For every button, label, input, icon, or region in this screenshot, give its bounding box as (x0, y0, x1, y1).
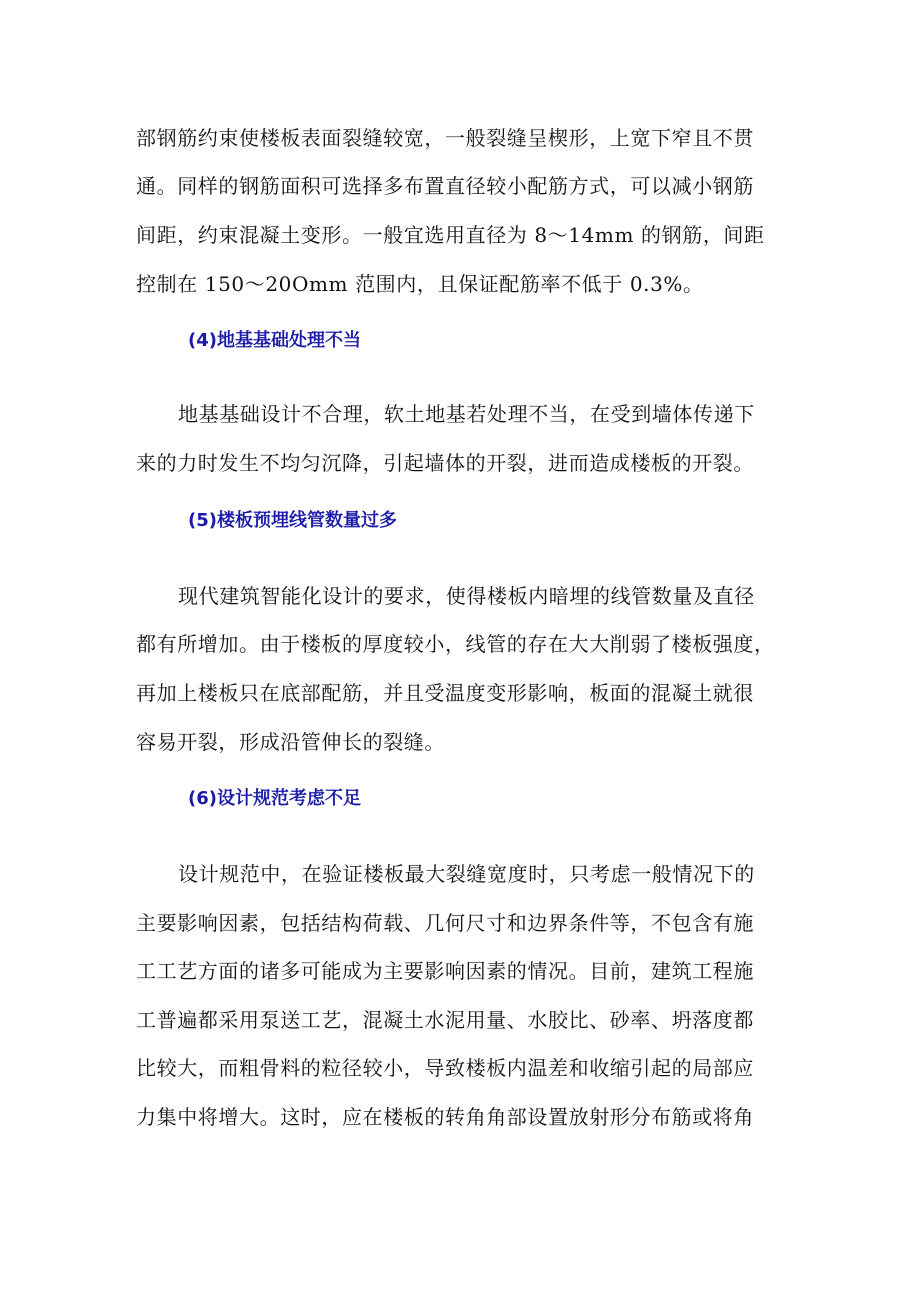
paragraph-4-line-3: 工工艺方面的诸多可能成为主要影响因素的情况。目前，建筑工程施 (136, 959, 754, 983)
paragraph-3-line-1: 现代建筑智能化设计的要求，使得楼板内暗埋的线管数量及直径 (178, 584, 755, 608)
paragraph-4-line-2: 主要影响因素，包括结构荷载、几何尺寸和边界条件等，不包含有施 (136, 911, 754, 935)
paragraph-2-line-1: 地基基础设计不合理，软土地基若处理不当，在受到墙体传递下 (178, 402, 755, 426)
paragraph-4-line-5: 比较大，而粗骨料的粒径较小，导致楼板内温差和收缩引起的局部应 (136, 1056, 754, 1080)
paragraph-3-line-4: 容易开裂，形成沿管伸长的裂缝。 (136, 730, 445, 754)
paragraph-1-line-3: 间距，约束混凝土变形。一般宜选用直径为 8～14mm 的钢筋，间距 (136, 223, 765, 247)
paragraph-4-line-6: 力集中将增大。这时，应在楼板的转角角部设置放射形分布筋或将角 (136, 1105, 754, 1129)
section-heading-5: (5)楼板预埋线管数量过多 (188, 510, 397, 531)
paragraph-4-line-1: 设计规范中，在验证楼板最大裂缝宽度时，只考虑一般情况下的 (178, 862, 755, 886)
paragraph-1-line-4: 控制在 150～20Omm 范围内，且保证配筋率不低于 0.3%。 (136, 272, 704, 296)
paragraph-3-line-2: 都有所增加。由于楼板的厚度较小，线管的存在大大削弱了楼板强度， (136, 632, 775, 656)
paragraph-3-line-3: 再加上楼板只在底部配筋，并且受温度变形影响，板面的混凝土就很 (136, 681, 754, 705)
paragraph-2-line-2: 来的力时发生不均匀沉降，引起墙体的开裂，进而造成楼板的开裂。 (136, 451, 754, 475)
paragraph-1-line-2: 通。同样的钢筋面积可选择多布置直径较小配筋方式，可以减小钢筋 (136, 174, 754, 198)
section-heading-6: (6)设计规范考虑不足 (188, 788, 361, 809)
paragraph-4-line-4: 工普遍都采用泵送工艺，混凝土水泥用量、水胶比、砂率、坍落度都 (136, 1008, 754, 1032)
paragraph-1-line-1: 部钢筋约束使楼板表面裂缝较宽，一般裂缝呈楔形，上宽下窄且不贯 (136, 126, 754, 150)
section-heading-4: (4)地基基础处理不当 (188, 330, 361, 351)
